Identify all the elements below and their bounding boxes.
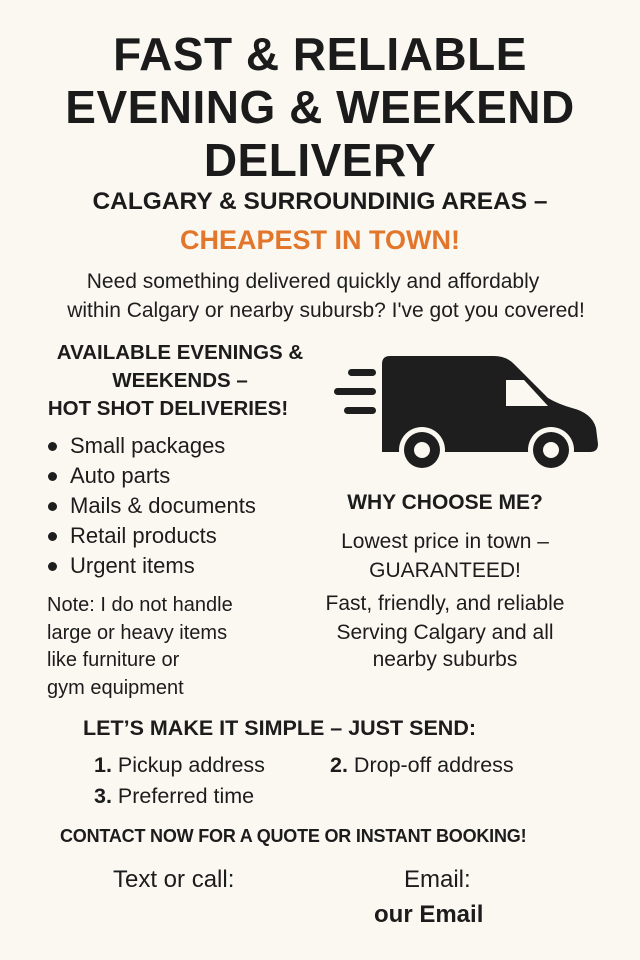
list-item: Retail products <box>46 521 306 551</box>
service-area-heading: CALGARY & SURROUNDINIG AREAS – <box>92 188 548 215</box>
intro-line-1: Need something delivered quickly and affordably <box>86 270 540 293</box>
list-item: Mails & documents <box>46 491 306 521</box>
speed-lines-icon <box>334 369 376 414</box>
delivery-van-illustration <box>326 350 602 472</box>
why-line-5: nearby suburbs <box>372 648 518 671</box>
availability-heading <box>30 339 330 423</box>
bullet-dot-icon <box>48 442 57 451</box>
why-line-2: GUARANTEED! <box>369 559 521 582</box>
why-line-3: Fast, friendly, and reliable <box>325 592 565 615</box>
step-time: 3. Preferred time <box>94 784 255 808</box>
item-list <box>46 431 306 581</box>
headline <box>0 28 640 187</box>
why-line-4: Serving Calgary and all <box>336 621 554 644</box>
headline-line-2: EVENING & WEEKEND <box>65 81 575 133</box>
why-choose-me-title: WHY CHOOSE ME? <box>347 491 543 514</box>
step-pickup: 1. Pickup address <box>94 753 265 777</box>
headline-line-3: DELIVERY <box>203 134 437 186</box>
step-dropoff: 2. Drop-off address <box>330 753 514 777</box>
note-line-4: gym equipment <box>47 676 184 699</box>
delivery-van-icon <box>326 350 602 472</box>
availability-line-1: AVAILABLE EVENINGS & <box>56 341 304 364</box>
why-line-1: Lowest price in town – <box>341 530 549 553</box>
bullet-dot-icon <box>48 502 57 511</box>
email-label: Email: <box>404 866 471 893</box>
list-item: Auto parts <box>46 461 306 491</box>
availability-line-2: WEEKENDS – <box>112 369 248 392</box>
contact-cta: CONTACT NOW FOR A QUOTE OR INSTANT BOOKING! <box>60 826 527 846</box>
note-line-1: Note: I do not handle <box>47 594 233 616</box>
bullet-dot-icon <box>48 562 57 571</box>
list-item: Small packages <box>46 431 306 461</box>
simple-steps-title: LET’S MAKE IT SIMPLE – JUST SEND: <box>83 716 477 740</box>
cheapest-tagline: CHEAPEST IN TOWN! <box>179 225 460 255</box>
bullet-dot-icon <box>48 472 57 481</box>
headline-line-1: FAST & RELIABLE <box>113 28 527 80</box>
why-choose-me-section <box>300 489 590 674</box>
intro-paragraph <box>0 267 640 325</box>
bullet-dot-icon <box>48 532 57 541</box>
note-line-2: large or heavy items <box>47 621 228 644</box>
handling-note <box>47 592 297 702</box>
email-value[interactable]: our Email <box>374 901 484 928</box>
list-item: Urgent items <box>46 551 306 581</box>
intro-line-2: within Calgary or nearby subursb? I've got you covered! <box>67 299 585 322</box>
note-line-3: like furniture or <box>47 649 180 671</box>
text-or-call-label: Text or call: <box>113 866 235 893</box>
availability-line-3: HOT SHOT DELIVERIES! <box>47 397 289 420</box>
